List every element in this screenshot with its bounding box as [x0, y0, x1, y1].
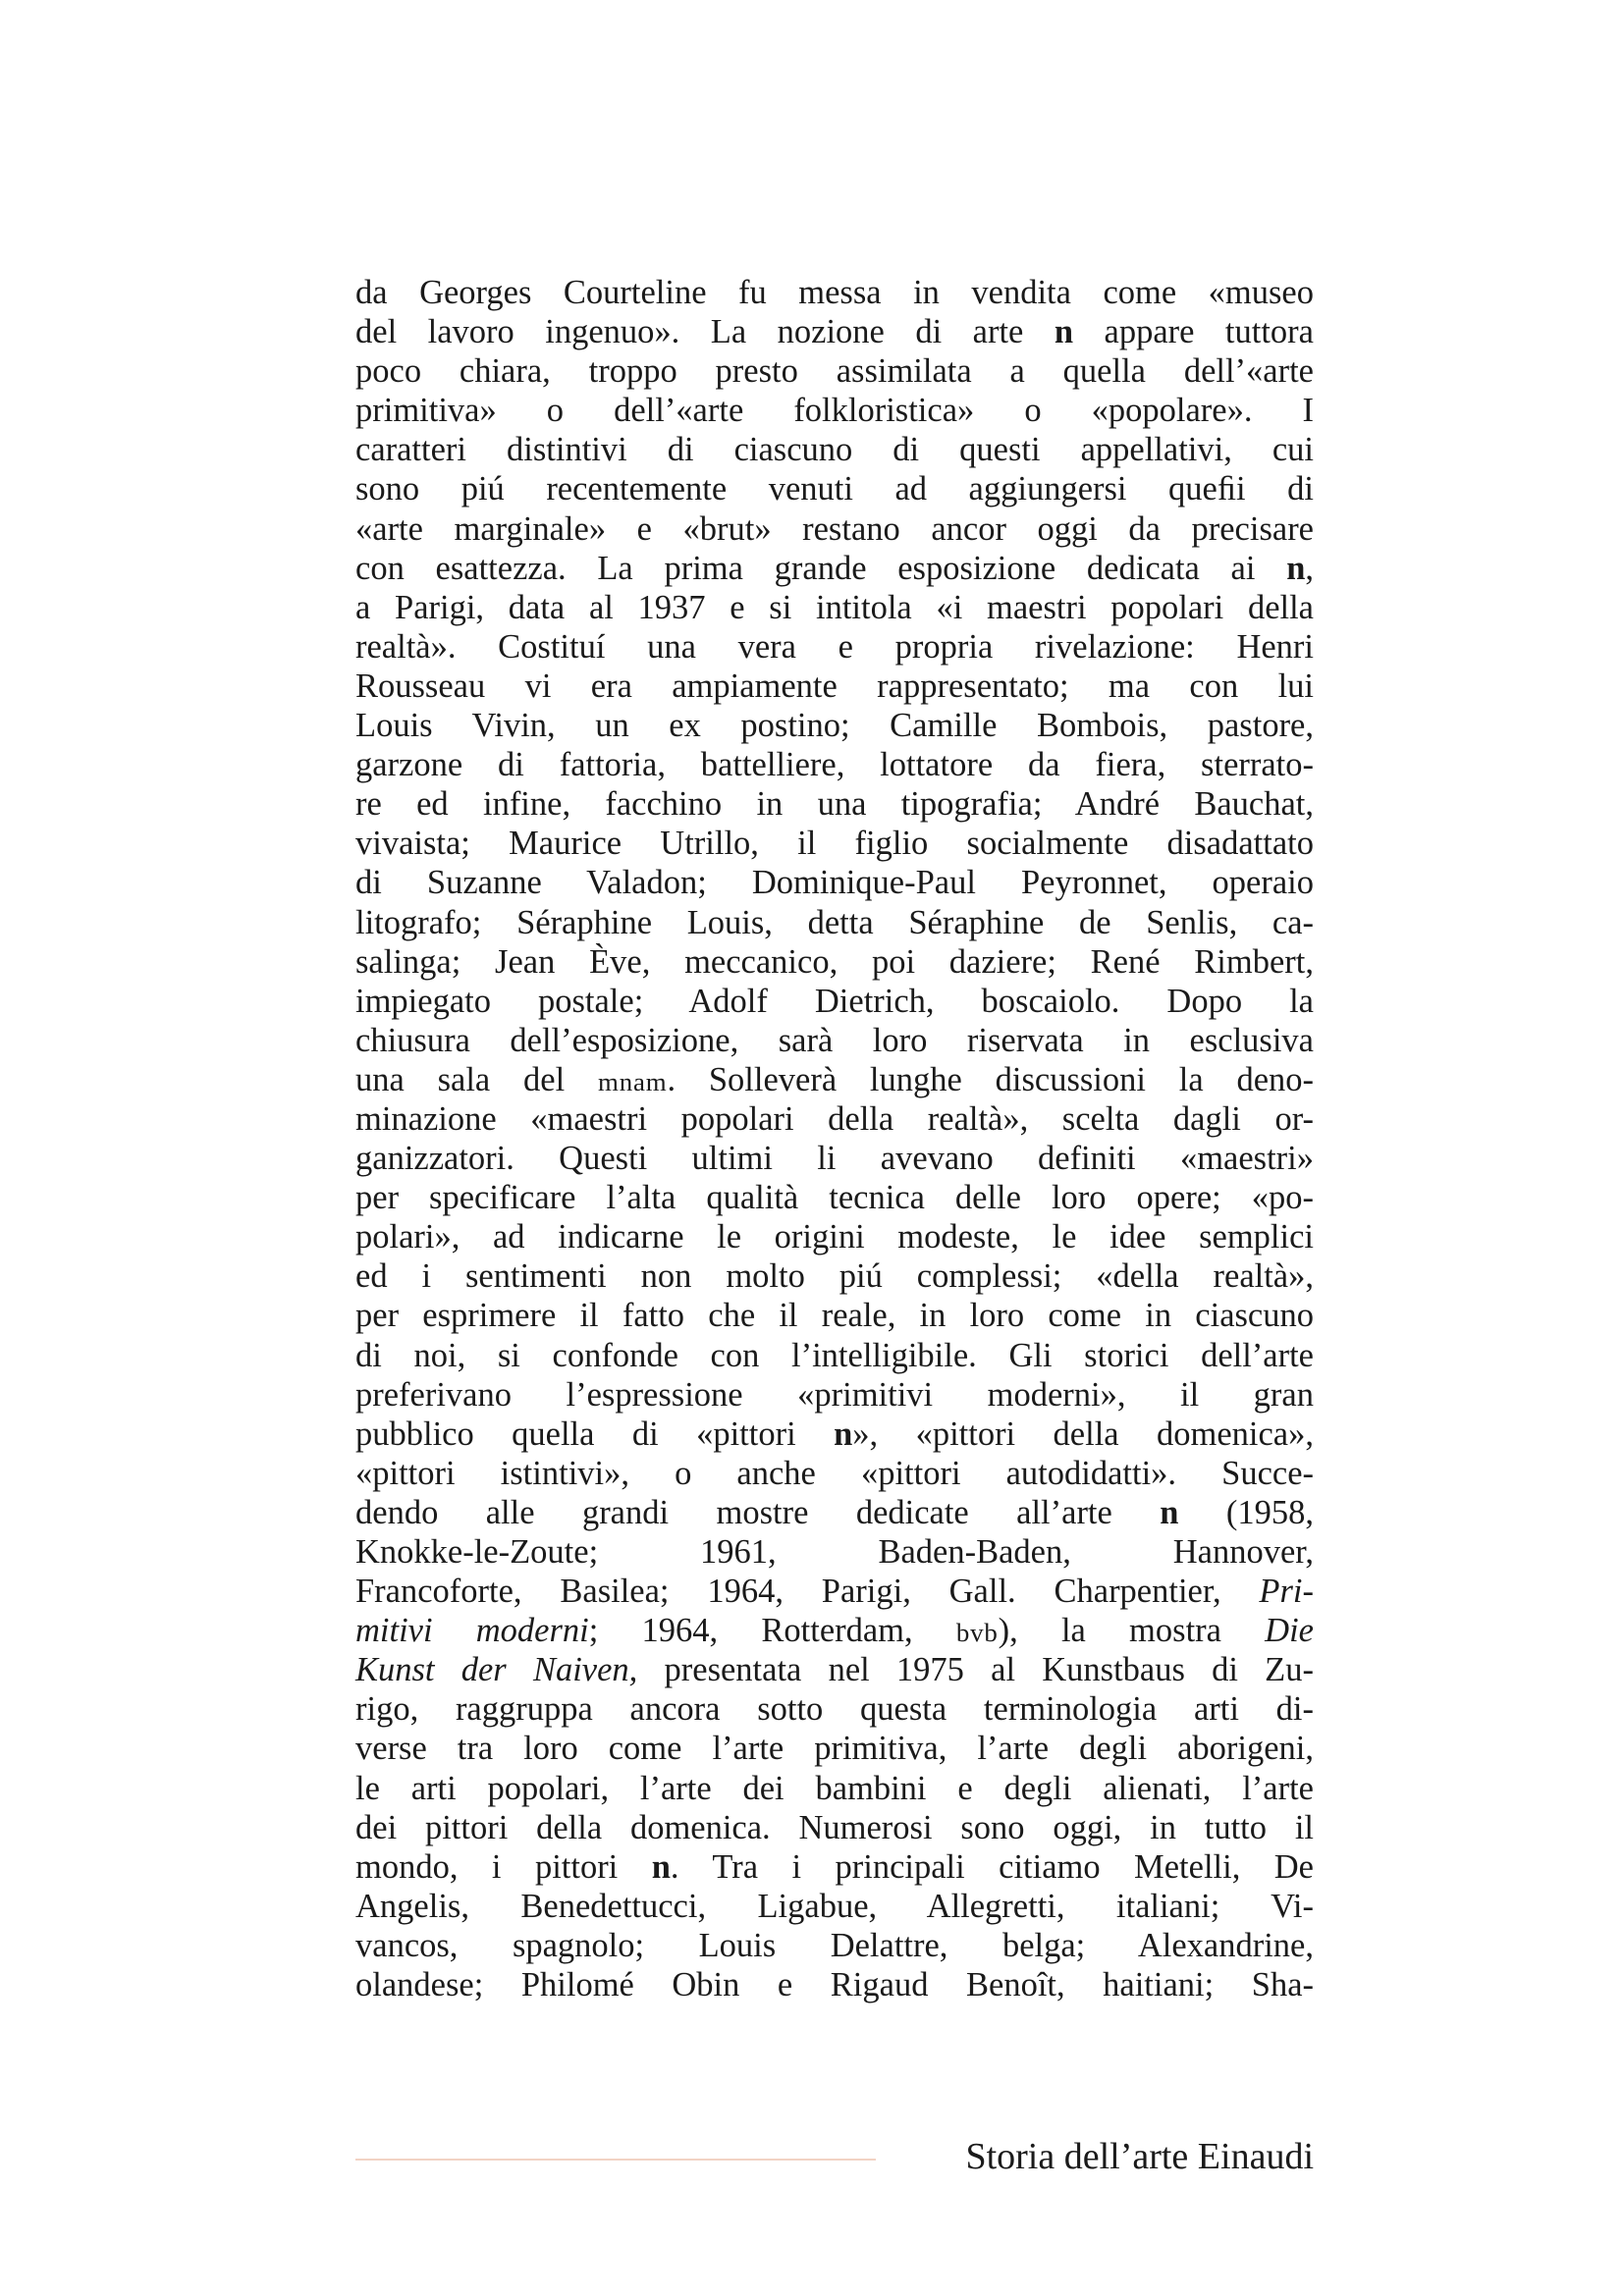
text-run: mondo, i pittori	[355, 1847, 652, 1886]
text-line	[355, 1887, 1314, 1926]
text-run: ), la mostra	[998, 1612, 1266, 1650]
text-line	[355, 667, 1314, 706]
text-line	[355, 430, 1314, 469]
text-line	[355, 1493, 1314, 1532]
text-run: litografo; Séraphine Louis, detta Séraphine de Senlis, ca-	[355, 903, 1314, 941]
text-line	[355, 273, 1314, 312]
text-run: polari», ad indicarne le origini modeste, le idee semplici	[355, 1218, 1314, 1256]
text-line	[355, 903, 1314, 942]
text-line	[355, 784, 1314, 824]
text-run: «arte marginale» e «brut» restano ancor oggi da precisare	[355, 509, 1314, 548]
text-run: verse tra loro come l’arte primitiva, l’arte degli aborigeni,	[355, 1730, 1314, 1768]
text-line	[355, 1375, 1314, 1415]
bold-term: n	[834, 1415, 853, 1453]
bold-term: n	[1160, 1493, 1179, 1531]
text-run: olandese; Philomé Obin e Rigaud Benoît, haitiani; Sha-	[355, 1966, 1314, 2004]
text-line	[355, 1572, 1314, 1611]
text-run: rigo, raggruppa ancora sotto questa terminologia arti di-	[355, 1690, 1314, 1729]
text-run: da Georges Courteline fu messa in vendita come «museo	[355, 274, 1314, 311]
text-line	[355, 1296, 1314, 1335]
text-line	[355, 1532, 1314, 1572]
text-line	[355, 1729, 1314, 1768]
text-line	[355, 1021, 1314, 1060]
text-run: Francoforte, Basilea; 1964, Parigi, Gall. Charpentier,	[355, 1573, 1260, 1611]
text-line	[355, 1650, 1314, 1689]
text-line	[355, 1611, 1314, 1650]
text-line	[355, 1926, 1314, 1965]
text-run: ed i sentimenti non molto piú complessi; «della realtà»,	[355, 1257, 1314, 1296]
text-run: del lavoro ingenuo». La nozione di arte	[355, 313, 1055, 351]
text-line	[355, 745, 1314, 784]
text-run: realtà». Costituí una vera e propria rivelazione: Henri	[355, 627, 1314, 666]
text-run: di noi, si confonde con l’intelligibile. Gli storici dell’arte	[355, 1336, 1314, 1374]
text-run: ,	[1305, 549, 1314, 587]
text-run: impiegato postale; Adolf Dietrich, boscaiolo. Dopo la	[355, 982, 1314, 1020]
text-run: per specificare l’alta qualità tecnica delle loro opere; «po-	[355, 1179, 1314, 1217]
text-run: appare tuttora	[1073, 313, 1314, 351]
text-line	[355, 1256, 1314, 1296]
text-run: », «pittori della domenica»,	[852, 1415, 1314, 1453]
text-line	[355, 706, 1314, 745]
text-run: ; 1964, Rotterdam,	[588, 1612, 956, 1650]
text-run: primitiva» o dell’«arte folkloristica» o «popolare». I	[355, 392, 1314, 430]
text-line	[355, 391, 1314, 430]
footer-rule	[355, 2159, 876, 2161]
text-line	[355, 469, 1314, 508]
text-run: una sala del	[355, 1060, 598, 1098]
small-caps-acronym: bvb	[955, 1618, 999, 1648]
text-run: re ed infine, facchino in una tipografia; André Bauchat,	[355, 785, 1314, 824]
text-run: poco chiara, troppo presto assimilata a quella dell’«arte	[355, 352, 1314, 391]
text-line	[355, 1808, 1314, 1847]
text-line	[355, 1099, 1314, 1139]
text-line	[355, 588, 1314, 627]
text-line	[355, 863, 1314, 902]
italic-title: Kunst der Naiven,	[355, 1651, 638, 1689]
text-line	[355, 1769, 1314, 1808]
text-line	[355, 1965, 1314, 2004]
text-line	[355, 1415, 1314, 1454]
text-run: garzone di fattoria, battelliere, lottatore da fiera, sterrato-	[355, 746, 1314, 784]
text-run: ganizzatori. Questi ultimi li avevano definiti «maestri»	[355, 1140, 1314, 1178]
bold-term: n	[1286, 549, 1306, 587]
text-run: Louis Vivin, un ex postino; Camille Bombois, pastore,	[355, 707, 1314, 745]
italic-title: mitivi moderni	[355, 1612, 589, 1650]
text-run: pubblico quella di «pittori	[355, 1415, 835, 1453]
text-line	[355, 1336, 1314, 1375]
text-run: dei pittori della domenica. Numerosi sono oggi, in tutto il	[355, 1808, 1314, 1846]
text-line	[355, 1217, 1314, 1256]
text-line	[355, 1689, 1314, 1729]
text-line	[355, 549, 1314, 588]
text-run: Angelis, Benedettucci, Ligabue, Allegretti, italiani; Vi-	[355, 1887, 1314, 1925]
bold-term: n	[651, 1847, 671, 1886]
text-run: con esattezza. La prima grande esposizione dedicata ai	[355, 549, 1287, 587]
text-run: sono piú recentemente venuti ad aggiungersi queﬁi di	[355, 470, 1314, 508]
text-run: di Suzanne Valadon; Dominique-Paul Peyronnet, operaio	[355, 864, 1314, 902]
text-run: Knokke-le-Zoute; 1961, Baden-Baden, Hannover,	[355, 1533, 1314, 1571]
text-run: vivaista; Maurice Utrillo, il figlio socialmente disadattato	[355, 825, 1314, 863]
text-run: a Parigi, data al 1937 e si intitola «i maestri popolari della	[355, 588, 1314, 626]
italic-title: Die	[1265, 1612, 1314, 1650]
italic-title: Pri-	[1259, 1573, 1314, 1611]
text-line	[355, 351, 1314, 391]
text-run: Rousseau vi era ampiamente rappresentato; ma con lui	[355, 667, 1314, 705]
text-line	[355, 982, 1314, 1021]
text-line	[355, 509, 1314, 549]
text-line	[355, 1060, 1314, 1099]
text-line	[355, 1178, 1314, 1217]
text-run: «pittori istintivi», o anche «pittori autodidatti». Succe-	[355, 1454, 1314, 1492]
text-run: . Tra i principali citiamo Metelli, De	[670, 1847, 1314, 1886]
text-line	[355, 942, 1314, 982]
text-run: caratteri distintivi di ciascuno di questi appellativi, cui	[355, 431, 1314, 469]
text-run: dendo alle grandi mostre dedicate all’arte	[355, 1493, 1161, 1531]
text-line	[355, 1139, 1314, 1178]
text-line	[355, 1454, 1314, 1493]
text-line	[355, 627, 1314, 667]
text-run: vancos, spagnolo; Louis Delattre, belga; Alexandrine,	[355, 1926, 1314, 1964]
text-run: le arti popolari, l’arte dei bambini e degli alienati, l’arte	[355, 1769, 1314, 1807]
text-line	[355, 824, 1314, 863]
text-line	[355, 312, 1314, 351]
body-text	[355, 273, 1314, 2004]
text-run: presentata nel 1975 al Kunstbaus di Zu-	[637, 1651, 1314, 1689]
text-line	[355, 1847, 1314, 1887]
bold-term: n	[1054, 313, 1074, 351]
text-run: salinga; Jean Ève, meccanico, poi daziere; René Rimbert,	[355, 942, 1314, 981]
small-caps-acronym: mnam	[597, 1066, 668, 1096]
text-run: minazione «maestri popolari della realtà», scelta dagli or-	[355, 1099, 1314, 1138]
text-run: . Solleverà lunghe discussioni la deno-	[667, 1060, 1314, 1098]
text-run: preferivano l’espressione «primitivi moderni», il gran	[355, 1375, 1314, 1414]
text-run: per esprimere il fatto che il reale, in loro come in ciascuno	[355, 1297, 1314, 1335]
text-run: (1958,	[1178, 1493, 1314, 1531]
text-run: chiusura dell’esposizione, sarà loro riservata in esclusiva	[355, 1021, 1314, 1059]
footer-title: Storia dell’arte Einaudi	[965, 2136, 1314, 2177]
